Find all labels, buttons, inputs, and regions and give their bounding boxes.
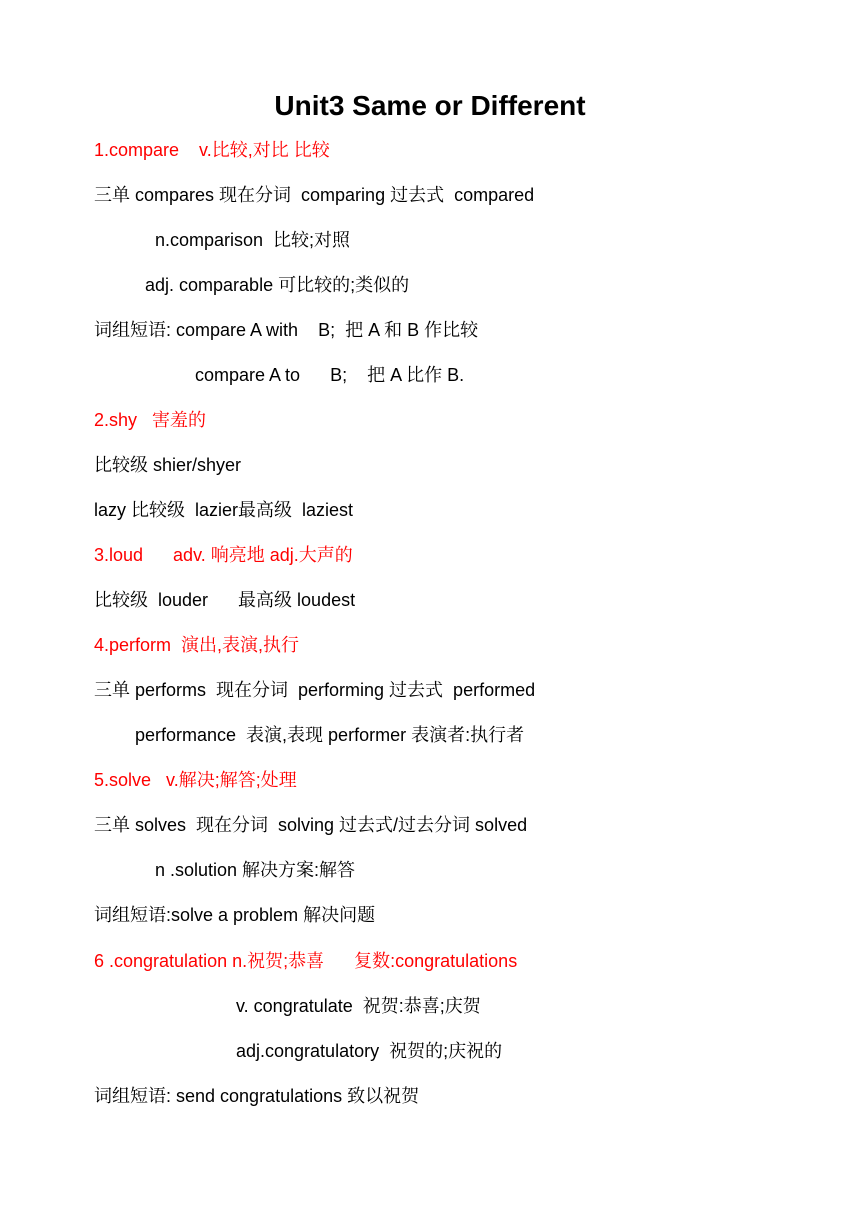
compare-adjective-form: adj. comparable 可比较的;类似的 xyxy=(145,275,410,295)
loud-forms: 比较级 louder 最高级 loudest xyxy=(94,590,356,610)
compare-phrase-to: compare A to B; 把 A 比作 B. xyxy=(195,365,465,385)
entry-heading-compare: 1.compare v.比较,对比 比较 xyxy=(94,140,330,160)
perform-noun-forms: performance 表演,表现 performer 表演者:执行者 xyxy=(135,725,525,745)
page-title: Unit3 Same or Different xyxy=(274,90,586,121)
solve-noun-form: n .solution 解决方案:解答 xyxy=(155,860,356,880)
solve-verb-forms: 三单 solves 现在分词 solving 过去式/过去分词 solved xyxy=(94,815,528,835)
congratulatory-adjective-form: adj.congratulatory 祝贺的;庆祝的 xyxy=(236,1041,503,1061)
compare-verb-forms: 三单 compares 现在分词 comparing 过去式 compared xyxy=(94,185,535,205)
entry-heading-perform: 4.perform 演出,表演,执行 xyxy=(94,635,300,655)
congratulate-verb-form: v. congratulate 祝贺:恭喜;庆贺 xyxy=(236,996,481,1016)
congratulation-phrase: 词组短语: send congratulations 致以祝贺 xyxy=(94,1086,420,1106)
entry-heading-solve: 5.solve v.解决;解答;处理 xyxy=(94,770,297,790)
lazy-forms: lazy 比较级 lazier最高级 laziest xyxy=(94,500,354,520)
entry-heading-congratulation: 6 .congratulation n.祝贺;恭喜 复数:congratulations xyxy=(94,951,518,971)
entry-heading-shy: 2.shy 害羞的 xyxy=(94,410,207,430)
compare-noun-form: n.comparison 比较;对照 xyxy=(155,230,351,250)
perform-verb-forms: 三单 performs 现在分词 performing 过去式 performed xyxy=(94,680,536,700)
compare-phrase-with: 词组短语: compare A with B; 把 A 和 B 作比较 xyxy=(94,320,479,340)
entry-heading-loud: 3.loud adv. 响亮地 adj.大声的 xyxy=(94,545,353,565)
solve-phrase: 词组短语:solve a problem 解决问题 xyxy=(94,905,376,925)
shy-comparative: 比较级 shier/shyer xyxy=(94,455,242,475)
